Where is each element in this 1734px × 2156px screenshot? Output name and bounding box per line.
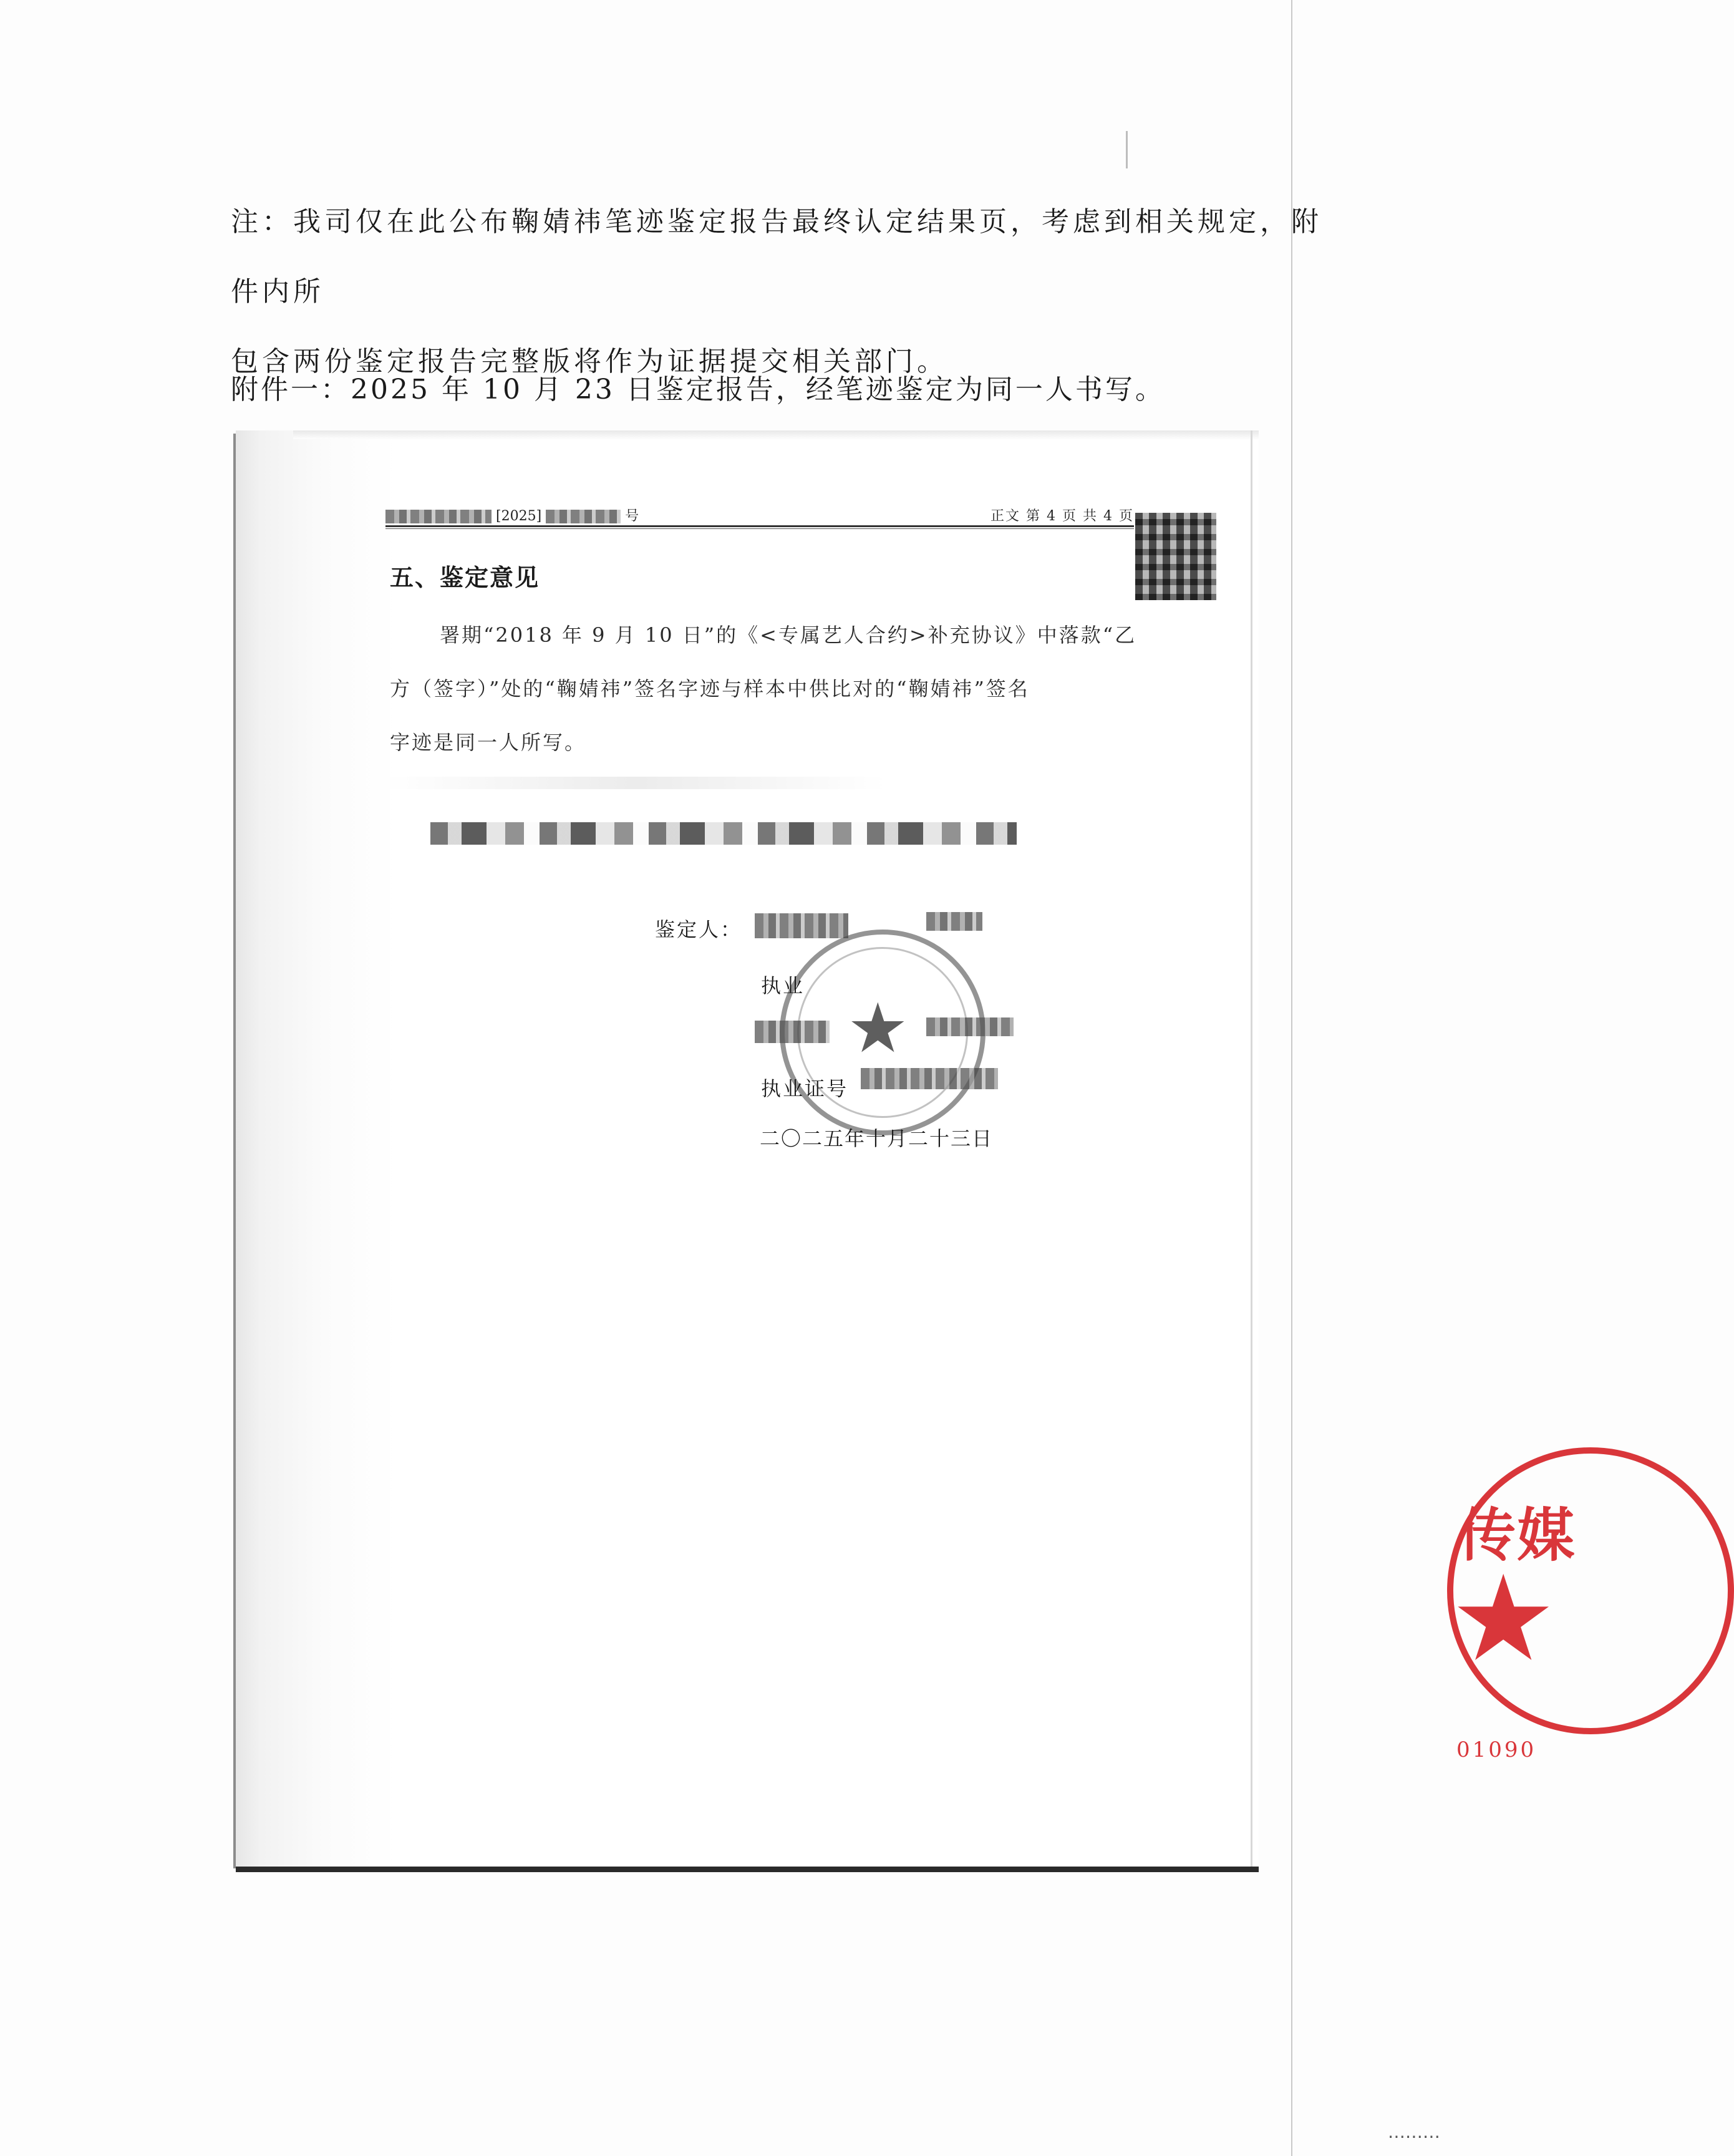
redacted-block [755, 913, 848, 938]
redacted-block [385, 510, 492, 523]
header-rule [385, 525, 1134, 527]
qr-code-redacted [1135, 513, 1216, 600]
watermark: ⋯⋯⋯ [1388, 2126, 1440, 2147]
report-header [385, 503, 1134, 528]
section-title: 五、鉴定意见 [390, 564, 540, 591]
redacted-block [755, 1021, 830, 1043]
scan-bottom-edge [236, 1867, 1259, 1872]
header-rule-thin [385, 528, 1134, 529]
opinion-line-3: 字迹是同一人所写。 [390, 731, 587, 754]
redacted-text-row [430, 822, 1017, 845]
report-number-suffix: 号 [625, 508, 639, 524]
notice-line-2: 包含两份鉴定报告完整版将作为证据提交相关部门。 [231, 346, 948, 377]
scan-right-edge [1251, 430, 1252, 1872]
scan-top-shadow [293, 430, 1259, 439]
redacted-license-number [861, 1061, 1023, 1098]
company-seal-text: 传媒 [1458, 1502, 1576, 1569]
seal-star-icon: ★ [1450, 1550, 1557, 1687]
redacted-block [926, 912, 982, 931]
license-label-1: 执业 [761, 974, 805, 998]
redacted-signature-2 [755, 1011, 1054, 1054]
opinion-line-1: 署期“2018 年 9 月 10 日”的《<专属艺人合约>补充协议》中落款“乙 [440, 623, 1137, 647]
license-label-2: 执业证号 [761, 1077, 849, 1100]
notice-paragraph [231, 187, 1329, 397]
opinion-paragraph [390, 608, 1145, 769]
scan-left-edge [233, 434, 236, 1868]
attachment-caption: 附件一：2025 年 10 月 23 日鉴定报告，经笔迹鉴定为同一人书写。 [231, 374, 1165, 405]
scan-mark [1126, 131, 1128, 168]
stamp-star-icon: ★ [847, 988, 909, 1068]
page-indicator: 正文 第 4 页 共 4 页 [991, 508, 1134, 524]
company-seal-number: 01090 [1456, 1737, 1537, 1762]
appraiser-label: 鉴定人： [655, 918, 743, 941]
report-date: 二〇二五年十月二十三日 [760, 1127, 994, 1150]
notice-line-1: 注：我司仅在此公布鞠婧祎笔迹鉴定报告最终认定结果页，考虑到相关规定，附件内所 [231, 206, 1322, 308]
redacted-block [546, 510, 621, 523]
faint-text-ghost [387, 777, 886, 789]
redacted-signature [755, 905, 1004, 948]
report-year: [2025] [496, 508, 542, 524]
report-number [385, 505, 639, 525]
redacted-block [861, 1068, 998, 1089]
opinion-line-2: 方（签字）”处的“鞠婧祎”签名字迹与样本中供比对的“鞠婧祎”签名 [390, 677, 1030, 701]
redacted-block [926, 1017, 1014, 1036]
